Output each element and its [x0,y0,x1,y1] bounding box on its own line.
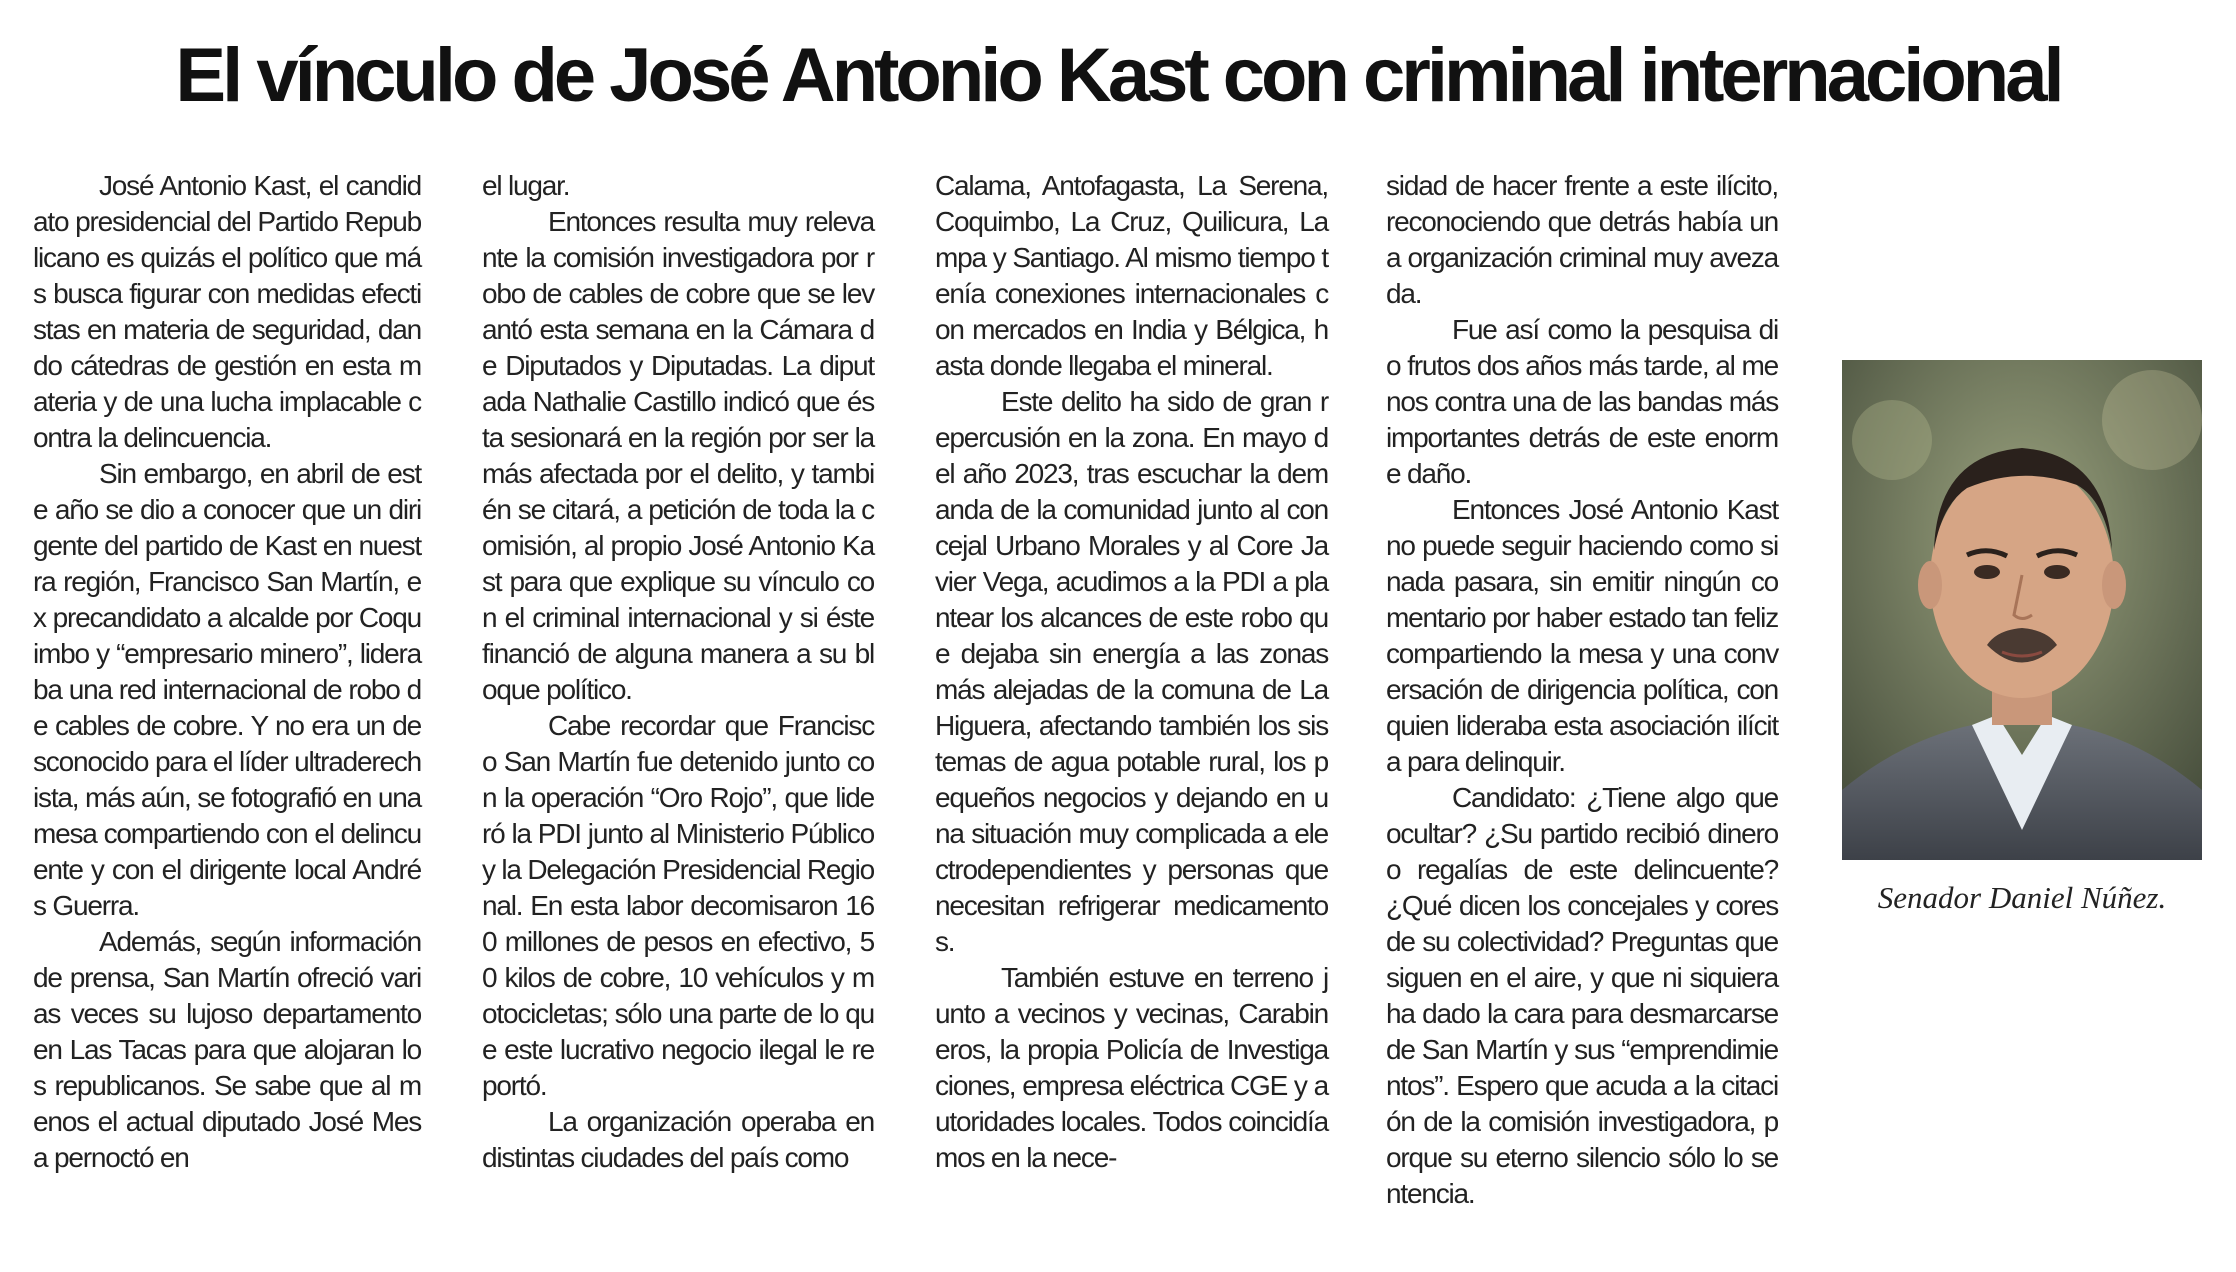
paragraph: Fue así como la pesquisa dio frutos dos años más tarde, al menos contra una de las bandas más importantes detrás de este enorme daño. [1386,314,1778,489]
article-column-4 [1386,168,1778,1212]
paragraph: Calama, Antofagasta, La Serena, Coquimbo, La Cruz, Quilicura, Lampa y Santiago. Al mismo tiempo tenía conexiones internacionales con mercados en India y Bélgica, hasta donde llegaba el mineral. [935,170,1328,381]
article-column-2 [482,168,874,1176]
paragraph: Este delito ha sido de gran repercusión en la zona. En mayo del año 2023, tras escuchar la demanda de la comunidad junto al concejal Urbano Morales y al Core Javier Vega, acudimos a la PDI a plantear los alcances de este robo que dejaba sin energía a las zonas más alejadas de la comuna de La Higuera, afectando también los sistemas de agua potable rural, los pequeños negocios y dejando en una situación muy complicada a electrodependientes y personas que necesitan refrigerar medicamentos. [935,386,1328,957]
senator-portrait-photo [1842,360,2202,860]
paragraph: La organización operaba en distintas ciudades del país como [482,1106,874,1173]
paragraph: sidad de hacer frente a este ilícito, reconociendo que detrás había una organización criminal muy avezada. [1386,170,1778,309]
portrait-illustration [1842,360,2202,860]
paragraph: Cabe recordar que Francisco San Martín fue detenido junto con la operación “Oro Rojo”, que lideró la PDI junto al Ministerio Público y la Delegación Presidencial Regional. En esta labor decomisaron 160 millones de pesos en efectivo, 50 kilos de cobre, 10 vehículos y motocicletas; sólo una parte de lo que este lucrativo negocio ilegal le reportó. [482,710,874,1101]
paragraph: Entonces resulta muy relevante la comisión investigadora por robo de cables de cobre que se levantó esta semana en la Cámara de Diputados y Diputadas. La diputada Nathalie Castillo indicó que ésta sesionará en la región por ser la más afectada por el delito, y también se citará, a petición de toda la comisión, al propio José Antonio Kast para que explique su vínculo con el criminal internacional y si éste financió de alguna manera a su bloque político. [482,206,874,705]
article-column-1 [33,168,421,1176]
paragraph: Entonces José Antonio Kast no puede seguir haciendo como si nada pasara, sin emitir ningún comentario por haber estado tan feliz compartiendo la mesa y una conversación de dirigencia política, con quien lideraba esta asociación ilícita para delinquir. [1386,494,1778,777]
paragraph: También estuve en terreno junto a vecinos y vecinas, Carabineros, la propia Policía de Investigaciones, empresa eléctrica CGE y autoridades locales. Todos coincidíamos en la nece- [935,962,1328,1173]
article-headline: El vínculo de José Antonio Kast con criminal internacional [175,33,2061,118]
paragraph: Candidato: ¿Tiene algo que ocultar? ¿Su partido recibió dinero o regalías de este delincuente? ¿Qué dicen los concejales y cores de su colectividad? Preguntas que siguen en el aire, y que ni siquiera ha dado la cara para desmarcarse de San Martín y sus “emprendimientos”. Espero que acuda a la citación de la comisión investigadora, porque su eterno silencio sólo lo sentencia. [1386,782,1778,1209]
paragraph: José Antonio Kast, el candidato presidencial del Partido Republicano es quizás el político que más busca figurar con medidas efectistas en materia de seguridad, dando cátedras de gestión en esta materia y de una lucha implacable contra la delincuencia. [33,170,421,453]
paragraph: Además, según información de prensa, San Martín ofreció varias veces su lujoso departamento en Las Tacas para que alojaran los republicanos. Se sabe que al menos el actual diputado José Mesa pernoctó en [33,926,421,1173]
paragraph: Sin embargo, en abril de este año se dio a conocer que un dirigente del partido de Kast en nuestra región, Francisco San Martín, ex precandidato a alcalde por Coquimbo y “empresario minero”, lideraba una red internacional de robo de cables de cobre. Y no era un desconocido para el líder ultraderechista, más aún, se fotografió en una mesa compartiendo con el delincuente y con el dirigente local Andrés Guerra. [33,458,421,921]
photo-caption: Senador Daniel Núñez. [1877,880,2167,915]
article-column-3 [935,168,1328,1176]
paragraph: el lugar. [482,170,570,201]
